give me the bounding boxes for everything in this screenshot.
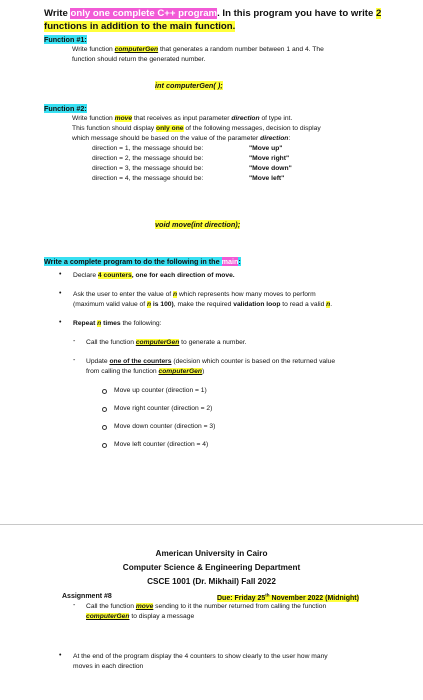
direction-row-2: direction = 2, the message should be:: [92, 155, 204, 162]
function-1-description-line-2: function should return the generated number.: [72, 56, 206, 63]
assignment-number: Assignment #8: [62, 593, 112, 600]
main-step-ask-line-2: (maximum valid value of n is 100), make the required validation loop to read a valid n.: [73, 301, 333, 308]
bullet-dot: •: [59, 319, 62, 326]
direction-message-4: "Move left": [249, 175, 285, 182]
counter-move-down: Move down counter (direction = 3): [114, 423, 216, 430]
function-1-label: Function #1:: [44, 35, 87, 44]
direction-row-3: direction = 3, the message should be:: [92, 165, 204, 172]
function-2-signature: void move(int direction);: [155, 220, 241, 229]
due-date: Due: Friday 25th November 2022 (Midnight): [217, 593, 359, 603]
counter-move-up: Move up counter (direction = 1): [114, 387, 207, 394]
bullet-dot: •: [59, 290, 62, 297]
direction-row-1: direction = 1, the message should be:: [92, 145, 204, 152]
repeat-step-call-computergen: Call the function computerGen to generate a number.: [86, 339, 247, 346]
function-1-description-line-1: Write function computerGen that generates a random number between 1 and 4. The: [72, 46, 324, 53]
page-divider: [0, 524, 423, 525]
assignment-heading-line-1: Write only one complete C++ program. In this program you have to write 2: [44, 8, 382, 19]
circle-bullet: [102, 407, 107, 412]
main-step-ask-line-1: Ask the user to enter the value of n which represents how many moves to perform: [73, 291, 316, 298]
course-name: CSCE 1001 (Dr. Mikhail) Fall 2022: [147, 577, 276, 586]
main-section-heading: Write a complete program to do the following in the main:: [44, 257, 241, 266]
function-2-label: Function #2:: [44, 104, 87, 113]
function-1-signature: int computerGen( );: [155, 81, 223, 90]
dash-marker: -: [73, 357, 76, 364]
assignment-heading-line-2: functions in addition to the main function.: [44, 21, 236, 32]
highlight-only-one-program: only one complete C++ program: [70, 8, 218, 19]
dash-marker: -: [73, 338, 76, 345]
function-2-description-line-1: Write function move that receives as input parameter direction of type int.: [72, 115, 293, 122]
repeat-step-update-line-2: from calling the function computerGen): [86, 368, 205, 375]
main-step-declare: Declare 4 counters, one for each direction of move.: [73, 272, 235, 279]
direction-row-4: direction = 4, the message should be:: [92, 175, 204, 182]
circle-bullet: [102, 389, 107, 394]
final-step-line-1: At the end of the program display the 4 counters to show clearly to the user how many: [73, 653, 328, 660]
counter-move-left: Move left counter (direction = 4): [114, 441, 209, 448]
counter-move-right: Move right counter (direction = 2): [114, 405, 213, 412]
bullet-dot: •: [59, 271, 62, 278]
bullet-dot: •: [59, 652, 62, 659]
direction-message-2: "Move right": [249, 155, 290, 162]
repeat-step-call-move-line-1: Call the function move sending to it the number returned from calling the function: [86, 603, 327, 610]
direction-message-3: "Move down": [249, 165, 292, 172]
department-name: Computer Science & Engineering Department: [122, 563, 301, 572]
function-2-description-line-2: This function should display only one of the following messages, decision to display: [72, 125, 321, 132]
circle-bullet: [102, 443, 107, 448]
repeat-step-call-move-line-2: computerGen to display a message: [86, 613, 195, 620]
direction-message-1: "Move up": [249, 145, 283, 152]
final-step-line-2: moves in each direction: [73, 663, 144, 670]
repeat-step-update-line-1: Update one of the counters (decision which counter is based on the returned value: [86, 358, 336, 365]
function-2-description-line-3: which message should be based on the value of the parameter direction:: [72, 135, 291, 142]
circle-bullet: [102, 425, 107, 430]
dash-marker: -: [73, 602, 76, 609]
university-name: American University in Cairo: [155, 549, 268, 558]
main-step-repeat: Repeat n times the following:: [73, 320, 162, 327]
